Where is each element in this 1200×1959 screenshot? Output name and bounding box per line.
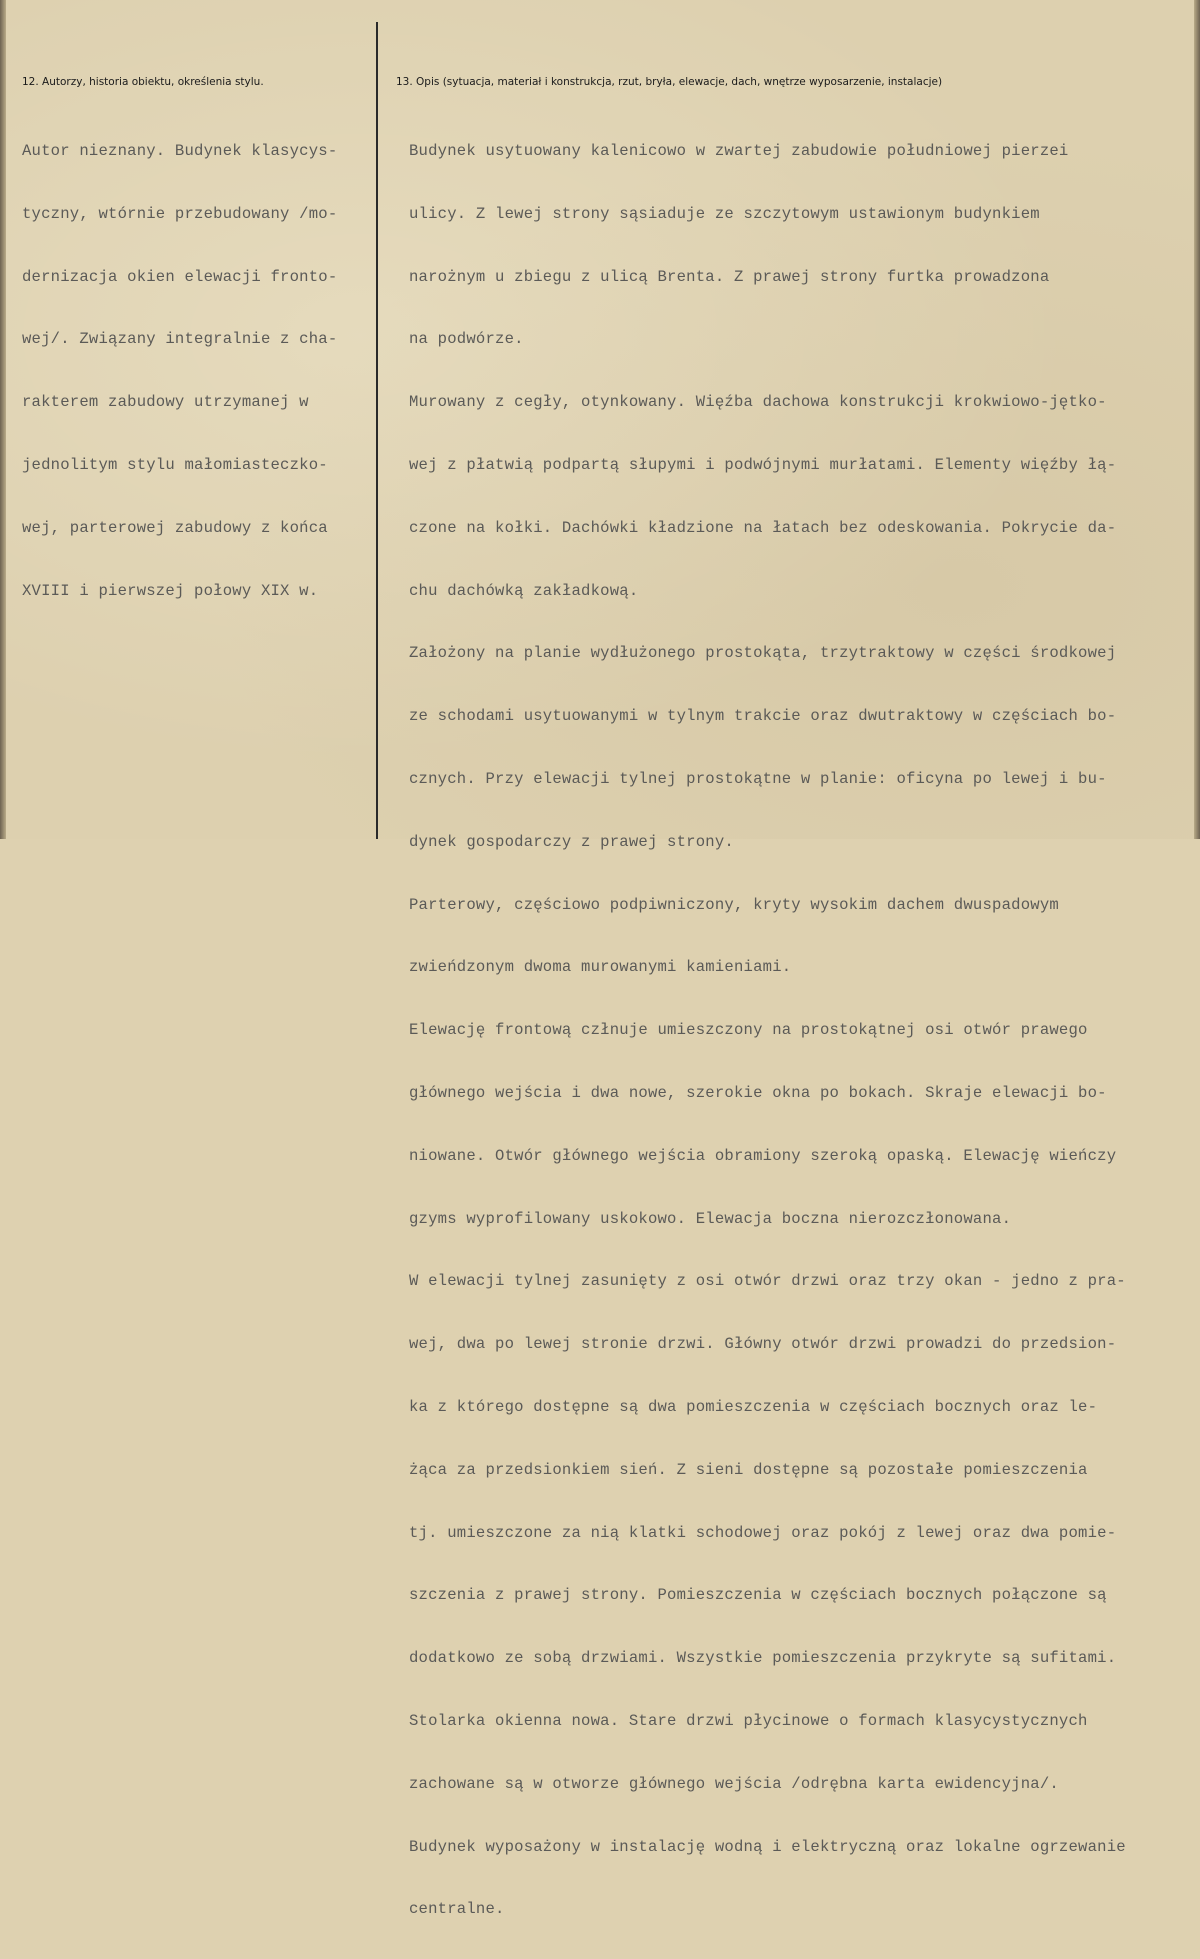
typed-line: zachowane są w otworze głównego wejścia /odrębna karta ewidencyjna/.	[409, 1774, 1059, 1793]
typed-line: centralne.	[409, 1900, 505, 1919]
typed-line: dynek gospodarczy z prawej strony.	[409, 832, 734, 851]
section-13-body	[409, 102, 1126, 1959]
typed-line: rakterem zabudowy utrzymanej w	[22, 393, 309, 412]
typed-line: ulicy. Z lewej strony sąsiaduje ze szczytowym ustawionym budynkiem	[409, 204, 1040, 223]
section-12-body	[22, 102, 337, 640]
typed-line: Murowany z cegły, otynkowany. Więźba dachowa konstrukcji krokwiowo-jętko-	[409, 393, 1107, 412]
typed-line: na podwórze.	[409, 330, 524, 349]
section-12-heading: 12. Autorzy, historia obiektu, określenia stylu.	[22, 76, 264, 88]
typed-line: Założony na planie wydłużonego prostokąta, trzytraktowy w części środkowej	[409, 644, 1117, 663]
typed-line: W elewacji tylnej zasunięty z osi otwór drzwi oraz trzy okan - jedno z pra-	[409, 1272, 1126, 1291]
typed-line: Parterowy, częściowo podpiwniczony, kryty wysokim dachem dwuspadowym	[409, 895, 1059, 914]
page-edge-left	[0, 0, 6, 839]
typed-line: wej/. Związany integralnie z cha-	[22, 330, 338, 349]
typed-line: tyczny, wtórnie przebudowany /mo-	[22, 204, 338, 223]
typed-line: wej, dwa po lewej stronie drzwi. Główny otwór drzwi prowadzi do przedsion-	[409, 1335, 1117, 1354]
typed-line: dernizacja okien elewacji fronto-	[22, 267, 338, 286]
typed-line: Elewację frontową człnuje umieszczony na prostokątnej osi otwór prawego	[409, 1021, 1088, 1040]
typed-line: ze schodami usytuowanymi w tylnym trakcie oraz dwutraktowy w częściach bo-	[409, 707, 1117, 726]
typed-line: cznych. Przy elewacji tylnej prostokątne w planie: oficyna po lewej i bu-	[409, 769, 1107, 788]
typed-line: wej, parterowej zabudowy z końca	[22, 518, 328, 537]
typed-line: niowane. Otwór głównego wejścia obramiony szeroką opaską. Elewację wieńczy	[409, 1146, 1117, 1165]
page-edge-right	[1194, 0, 1200, 839]
typed-line: szczenia z prawej strony. Pomieszczenia w częściach bocznych połączone są	[409, 1586, 1107, 1605]
typed-line: Autor nieznany. Budynek klasycys-	[22, 142, 338, 160]
column-divider	[376, 22, 378, 839]
section-13-heading: 13. Opis (sytuacja, materiał i konstrukcja, rzut, bryła, elewacje, dach, wnętrze wyposarzenie, instalacje)	[396, 76, 943, 88]
typed-line: wej z płatwią podpartą słupymi i podwójnymi murłatami. Elementy więźby łą-	[409, 455, 1117, 474]
typed-line: gzyms wyprofilowany uskokowo. Elewacja boczna nierozczłonowana.	[409, 1209, 1012, 1228]
typed-line: tj. umieszczone za nią klatki schodowej oraz pokój z lewej oraz dwa pomie-	[409, 1523, 1117, 1542]
typed-line: żąca za przedsionkiem sień. Z sieni dostępne są pozostałe pomieszczenia	[409, 1460, 1088, 1479]
typed-line: Budynek usytuowany kalenicowo w zwartej zabudowie południowej pierzei	[409, 142, 1069, 160]
typed-line: głównego wejścia i dwa nowe, szerokie okna po bokach. Skraje elewacji bo-	[409, 1083, 1107, 1102]
typed-line: ka z którego dostępne są dwa pomieszczenia w częściach bocznych oraz le-	[409, 1397, 1098, 1416]
typed-line: narożnym u zbiegu z ulicą Brenta. Z prawej strony furtka prowadzona	[409, 267, 1050, 286]
typed-line: XVIII i pierwszej połowy XIX w.	[22, 581, 319, 600]
typed-line: zwieńdzonym dwoma murowanymi kamieniami.	[409, 958, 792, 977]
typed-line: czone na kołki. Dachówki kładzione na łatach bez odeskowania. Pokrycie da-	[409, 518, 1117, 537]
typed-line: jednolitym stylu małomiasteczko-	[22, 455, 328, 474]
typed-line: chu dachówką zakładkową.	[409, 581, 639, 600]
typed-line: Stolarka okienna nowa. Stare drzwi płycinowe o formach klasycystycznych	[409, 1711, 1088, 1730]
typed-line: Budynek wyposażony w instalację wodną i elektryczną oraz lokalne ogrzewanie	[409, 1837, 1126, 1856]
typed-line: dodatkowo ze sobą drzwiami. Wszystkie pomieszczenia przykryte są sufitami.	[409, 1649, 1117, 1668]
